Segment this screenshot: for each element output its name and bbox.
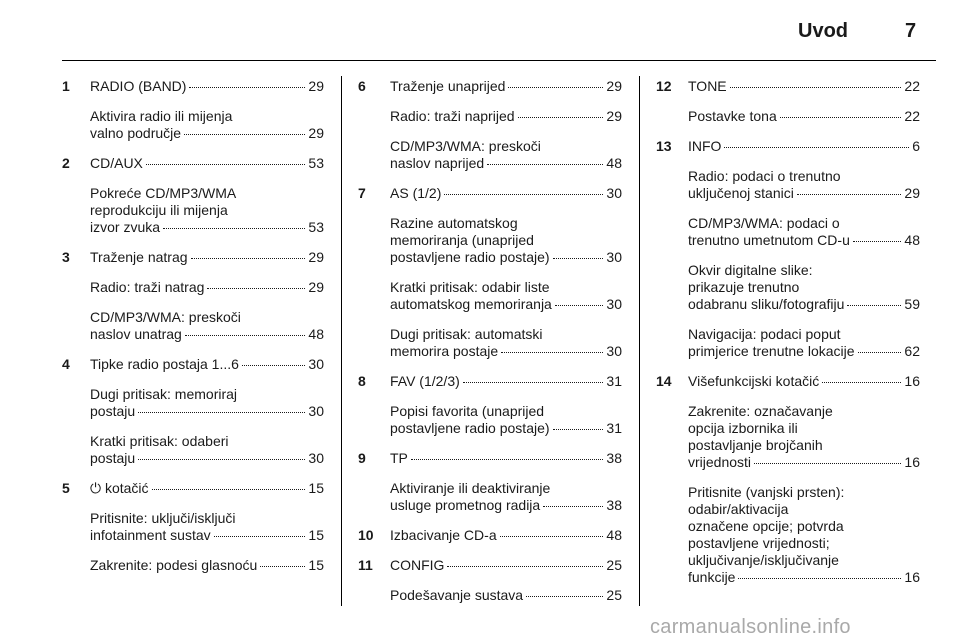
dot-leader bbox=[543, 506, 603, 507]
entry-number bbox=[62, 309, 90, 343]
entry-text: Tipke radio postaja 1...6 bbox=[90, 356, 239, 372]
toc-entry bbox=[358, 279, 622, 313]
entry-page-number: 48 bbox=[606, 155, 622, 171]
dot-leader bbox=[152, 489, 306, 490]
entry-text: TP bbox=[390, 450, 408, 466]
entry-text: Zakrenite: podesi glasnoću bbox=[90, 557, 258, 573]
entry-number: 3 bbox=[62, 249, 70, 265]
dot-leader bbox=[508, 87, 603, 88]
toc-entry bbox=[656, 484, 920, 586]
entry-text: uključenoj stanici bbox=[688, 185, 794, 201]
entry-page-number: 38 bbox=[606, 497, 622, 513]
entry-text: CONFIG bbox=[390, 557, 445, 573]
dot-leader bbox=[553, 429, 604, 430]
entry-page-number: 48 bbox=[904, 232, 920, 248]
entry-text: ⏻ kotačić bbox=[90, 480, 149, 496]
entry-page-number: 53 bbox=[308, 219, 324, 235]
entry-page-number: 16 bbox=[904, 454, 920, 470]
entry-text: valno područje bbox=[90, 125, 182, 141]
entry-number: 1 bbox=[62, 78, 70, 94]
entry-number bbox=[656, 108, 688, 125]
entry-text: Popisi favorita (unaprijed bbox=[390, 403, 545, 419]
toc-entry bbox=[62, 155, 324, 172]
entry-text: Traženje unaprijed bbox=[390, 78, 506, 94]
toc-entry bbox=[656, 403, 920, 471]
entry-text: Podešavanje sustava bbox=[390, 587, 524, 603]
entry-text: Dugi pritisak: automatski bbox=[390, 326, 543, 342]
toc-column-1 bbox=[62, 78, 324, 587]
entry-text: Izbacivanje CD-a bbox=[390, 527, 497, 543]
entry-text: usluge prometnog radija bbox=[390, 497, 541, 513]
entry-text: naslov unatrag bbox=[90, 326, 182, 342]
entry-number bbox=[358, 215, 390, 266]
entry-text: Kratki pritisak: odaberi bbox=[90, 433, 229, 449]
entry-page-number: 30 bbox=[606, 185, 622, 201]
entry-text: AS (1/2) bbox=[390, 185, 442, 201]
entry-text: uključivanje/isključivanje bbox=[688, 552, 839, 568]
entry-text: CD/AUX bbox=[90, 155, 143, 171]
toc-entry bbox=[656, 215, 920, 249]
entry-number: 11 bbox=[358, 557, 373, 573]
entry-number bbox=[656, 262, 688, 313]
dot-leader bbox=[518, 117, 604, 118]
dot-leader bbox=[260, 566, 305, 567]
dot-leader bbox=[553, 258, 604, 259]
entry-page-number: 48 bbox=[308, 326, 324, 342]
toc-entry bbox=[656, 78, 920, 95]
dot-leader bbox=[191, 258, 306, 259]
dot-leader bbox=[138, 412, 305, 413]
dot-leader bbox=[754, 463, 901, 464]
entry-number bbox=[358, 138, 390, 172]
column-divider-2 bbox=[639, 76, 640, 606]
entry-text: RADIO (BAND) bbox=[90, 78, 187, 94]
toc-entry bbox=[358, 450, 622, 467]
toc-entry bbox=[62, 557, 324, 574]
dot-leader bbox=[501, 352, 603, 353]
dot-leader bbox=[184, 134, 305, 135]
toc-entry bbox=[358, 326, 622, 360]
toc-column-2 bbox=[358, 78, 622, 617]
entry-page-number: 16 bbox=[904, 373, 920, 389]
entry-page-number: 30 bbox=[308, 403, 324, 419]
page-number: 7 bbox=[905, 20, 917, 42]
entry-page-number: 53 bbox=[308, 155, 324, 171]
entry-text: CD/MP3/WMA: preskoči bbox=[90, 309, 241, 325]
entry-page-number: 15 bbox=[308, 480, 324, 496]
entry-text: Kratki pritisak: odabir liste bbox=[390, 279, 550, 295]
entry-text: Pritisnite: uključi/isključi bbox=[90, 510, 236, 526]
dot-leader bbox=[730, 87, 902, 88]
entry-text: Zakrenite: označavanje bbox=[688, 403, 833, 419]
toc-entry bbox=[62, 510, 324, 544]
dot-leader bbox=[447, 566, 603, 567]
entry-text: memorira postaje bbox=[390, 343, 499, 359]
entry-text: reprodukciju ili mijenja bbox=[90, 202, 228, 218]
dot-leader bbox=[444, 194, 603, 195]
entry-text: Traženje natrag bbox=[90, 249, 188, 265]
dot-leader bbox=[555, 305, 604, 306]
entry-page-number: 29 bbox=[606, 78, 622, 94]
dot-leader bbox=[487, 164, 603, 165]
dot-leader bbox=[411, 459, 604, 460]
toc-entry bbox=[656, 373, 920, 390]
entry-text: odabranu sliku/fotografiju bbox=[688, 296, 845, 312]
entry-text: opcija izbornika ili bbox=[688, 420, 798, 436]
entry-page-number: 22 bbox=[904, 108, 920, 124]
entry-number: 7 bbox=[358, 185, 366, 201]
toc-entry bbox=[62, 386, 324, 420]
toc-entry bbox=[358, 527, 622, 544]
entry-text: Pokreće CD/MP3/WMA bbox=[90, 185, 237, 201]
toc-entry bbox=[62, 108, 324, 142]
header-rule bbox=[62, 60, 936, 61]
entry-page-number: 30 bbox=[606, 296, 622, 312]
entry-page-number: 29 bbox=[308, 125, 324, 141]
entry-number bbox=[62, 510, 90, 544]
entry-text: Pritisnite (vanjski prsten): bbox=[688, 484, 845, 500]
entry-number bbox=[358, 279, 390, 313]
entry-page-number: 62 bbox=[904, 343, 920, 359]
watermark: carmanualsonline.info bbox=[650, 616, 851, 638]
entry-text: vrijednosti bbox=[688, 454, 752, 470]
column-divider-1 bbox=[341, 76, 342, 606]
entry-number bbox=[358, 108, 390, 125]
entry-number bbox=[62, 433, 90, 467]
entry-page-number: 30 bbox=[308, 356, 324, 372]
entry-number bbox=[656, 484, 688, 586]
entry-text: FAV (1/2/3) bbox=[390, 373, 460, 389]
toc-entry bbox=[62, 249, 324, 266]
entry-text: infotainment sustav bbox=[90, 527, 211, 543]
entry-text: Razine automatskog bbox=[390, 215, 518, 231]
entry-number: 6 bbox=[358, 78, 366, 94]
entry-text: CD/MP3/WMA: podaci o bbox=[688, 215, 840, 231]
entry-number: 12 bbox=[656, 78, 672, 94]
entry-number bbox=[62, 185, 90, 236]
entry-text: memoriranja (unaprijed bbox=[390, 232, 534, 248]
entry-page-number: 30 bbox=[606, 249, 622, 265]
dot-leader bbox=[724, 147, 909, 148]
toc-entry bbox=[358, 480, 622, 514]
entry-page-number: 48 bbox=[606, 527, 622, 543]
toc-entry bbox=[62, 185, 324, 236]
dot-leader bbox=[185, 335, 306, 336]
entry-page-number: 22 bbox=[904, 78, 920, 94]
entry-text: automatskog memoriranja bbox=[390, 296, 552, 312]
entry-page-number: 31 bbox=[606, 420, 622, 436]
toc-entry bbox=[656, 108, 920, 125]
entry-text: postaju bbox=[90, 450, 136, 466]
entry-page-number: 29 bbox=[308, 279, 324, 295]
entry-text: INFO bbox=[688, 138, 722, 154]
entry-page-number: 15 bbox=[308, 527, 324, 543]
entry-text: CD/MP3/WMA: preskoči bbox=[390, 138, 541, 154]
entry-text: Višefunkcijski kotačić bbox=[688, 373, 820, 389]
entry-text: postavljanje brojčanih bbox=[688, 437, 823, 453]
entry-text: funkcije bbox=[688, 569, 736, 585]
dot-leader bbox=[526, 596, 603, 597]
dot-leader bbox=[853, 241, 902, 242]
entry-text: izvor zvuka bbox=[90, 219, 161, 235]
entry-number bbox=[62, 279, 90, 296]
entry-text: primjerice trenutne lokacije bbox=[688, 343, 855, 359]
dot-leader bbox=[146, 164, 306, 165]
entry-text: Radio: traži natrag bbox=[90, 279, 205, 295]
toc-entry bbox=[358, 185, 622, 202]
toc-entry bbox=[358, 215, 622, 266]
entry-number bbox=[358, 587, 390, 604]
dot-leader bbox=[822, 382, 901, 383]
dot-leader bbox=[463, 382, 604, 383]
entry-page-number: 29 bbox=[308, 78, 324, 94]
toc-entry bbox=[358, 557, 622, 574]
entry-number bbox=[656, 168, 688, 202]
dot-leader bbox=[500, 536, 604, 537]
dot-leader bbox=[242, 365, 306, 366]
toc-entry bbox=[62, 356, 324, 373]
entry-text: Aktivira radio ili mijenja bbox=[90, 108, 233, 124]
toc-entry bbox=[62, 433, 324, 467]
entry-text: prikazuje trenutno bbox=[688, 279, 800, 295]
entry-page-number: 15 bbox=[308, 557, 324, 573]
entry-text: označene opcije; potvrda bbox=[688, 518, 844, 534]
entry-text: Dugi pritisak: memoriraj bbox=[90, 386, 238, 402]
dot-leader bbox=[858, 352, 902, 353]
entry-page-number: 38 bbox=[606, 450, 622, 466]
toc-entry bbox=[62, 279, 324, 296]
page-header-title: Uvod bbox=[798, 20, 848, 42]
entry-page-number: 29 bbox=[308, 249, 324, 265]
dot-leader bbox=[189, 87, 305, 88]
entry-number bbox=[358, 326, 390, 360]
entry-text: TONE bbox=[688, 78, 727, 94]
toc-entry bbox=[656, 168, 920, 202]
toc-column-3 bbox=[656, 78, 920, 599]
entry-text: Aktiviranje ili deaktiviranje bbox=[390, 480, 551, 496]
entry-text: postaju bbox=[90, 403, 136, 419]
entry-number: 14 bbox=[656, 373, 672, 389]
entry-number: 9 bbox=[358, 450, 366, 466]
entry-page-number: 31 bbox=[606, 373, 622, 389]
toc-entry bbox=[656, 326, 920, 360]
entry-text: postavljene radio postaje) bbox=[390, 249, 550, 265]
dot-leader bbox=[207, 288, 305, 289]
entry-number: 13 bbox=[656, 138, 672, 154]
entry-text: postavljene radio postaje) bbox=[390, 420, 550, 436]
dot-leader bbox=[780, 117, 902, 118]
toc-entry bbox=[656, 138, 920, 155]
entry-text: postavljene vrijednosti; bbox=[688, 535, 830, 551]
entry-text: Postavke tona bbox=[688, 108, 777, 124]
entry-number: 4 bbox=[62, 356, 70, 372]
entry-number bbox=[358, 403, 390, 437]
toc-entry bbox=[62, 480, 324, 497]
entry-page-number: 25 bbox=[606, 587, 622, 603]
dot-leader bbox=[797, 194, 902, 195]
entry-text: Radio: podaci o trenutno bbox=[688, 168, 841, 184]
entry-text: naslov naprijed bbox=[390, 155, 485, 171]
entry-page-number: 16 bbox=[904, 569, 920, 585]
entry-page-number: 6 bbox=[912, 138, 920, 154]
entry-text: Navigacija: podaci poput bbox=[688, 326, 841, 342]
entry-text: trenutno umetnutom CD-u bbox=[688, 232, 850, 248]
entry-number: 2 bbox=[62, 155, 70, 171]
entry-text: Radio: traži naprijed bbox=[390, 108, 515, 124]
entry-page-number: 29 bbox=[904, 185, 920, 201]
dot-leader bbox=[738, 578, 901, 579]
toc-entry bbox=[358, 78, 622, 95]
dot-leader bbox=[138, 459, 305, 460]
entry-number bbox=[656, 215, 688, 249]
toc-entry bbox=[358, 587, 622, 604]
toc-entry bbox=[656, 262, 920, 313]
entry-page-number: 59 bbox=[904, 296, 920, 312]
dot-leader bbox=[163, 228, 305, 229]
entry-text: odabir/aktivacija bbox=[688, 501, 789, 517]
entry-number: 8 bbox=[358, 373, 366, 389]
entry-page-number: 29 bbox=[606, 108, 622, 124]
entry-number: 5 bbox=[62, 480, 70, 496]
entry-number bbox=[656, 326, 688, 360]
entry-number bbox=[62, 108, 90, 142]
entry-page-number: 30 bbox=[308, 450, 324, 466]
toc-entry bbox=[358, 108, 622, 125]
toc-entry bbox=[358, 373, 622, 390]
toc-entry bbox=[62, 78, 324, 95]
dot-leader bbox=[847, 305, 901, 306]
dot-leader bbox=[214, 536, 306, 537]
entry-page-number: 30 bbox=[606, 343, 622, 359]
entry-page-number: 25 bbox=[606, 557, 622, 573]
entry-number bbox=[62, 557, 90, 574]
entry-number bbox=[656, 403, 688, 471]
toc-entry bbox=[358, 138, 622, 172]
toc-entry bbox=[358, 403, 622, 437]
entry-number bbox=[62, 386, 90, 420]
entry-number bbox=[358, 480, 390, 514]
entry-number: 10 bbox=[358, 527, 374, 543]
entry-text: Okvir digitalne slike: bbox=[688, 262, 813, 278]
toc-entry bbox=[62, 309, 324, 343]
